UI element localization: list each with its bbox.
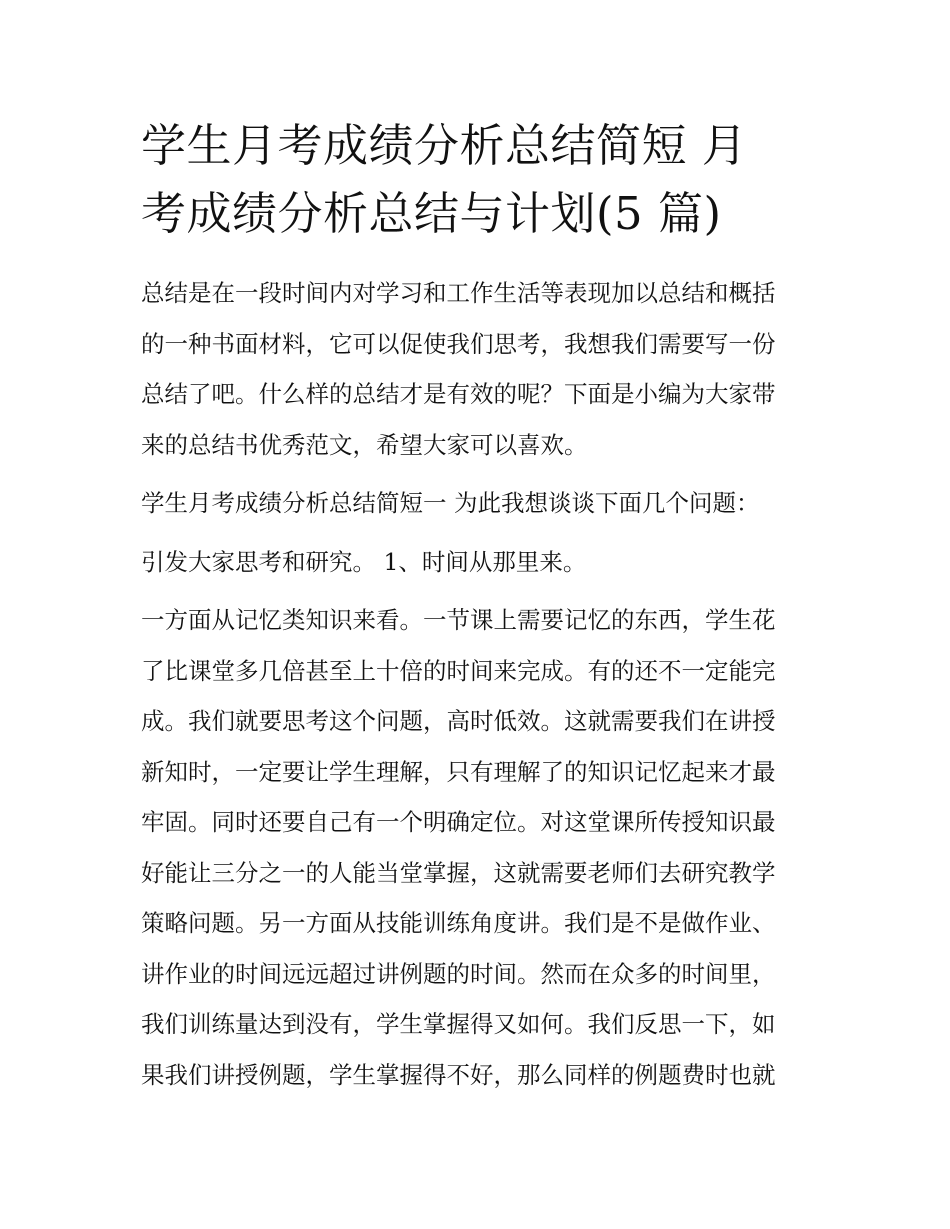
title-line-1: 学生月考成绩分析总结简短 月: [141, 119, 748, 172]
text-line: 一方面从记忆类知识来看。一节课上需要记忆的东西，学生花: [141, 606, 776, 634]
text-line: 策略问题。另一方面从技能训练角度讲。我们是不是做作业、: [141, 909, 776, 937]
text-line: 新知时，一定要让学生理解，只有理解了的知识记忆起来才最: [141, 757, 776, 786]
document-content: [141, 112, 811, 1108]
text-line: 总结了吧。什么样的总结才是有效的呢？下面是小编为大家带: [141, 380, 776, 408]
document-title: [141, 112, 811, 248]
paragraph-intro: [141, 268, 811, 470]
text-line: 牢固。同时还要自己有一个明确定位。对这堂课所传授知识最: [141, 808, 776, 836]
text-line: 讲作业的时间远远超过讲例题的时间。然而在众多的时间里，: [141, 959, 776, 988]
document-body: [141, 268, 811, 1100]
text-line: 成。我们就要思考这个问题，高时低效。这就需要我们在讲授: [141, 707, 776, 735]
text-line: 我们训练量达到没有，学生掌握得又如何。我们反思一下，如: [141, 1010, 776, 1038]
paragraph-main: [141, 595, 811, 1100]
text-line: 来的总结书优秀范文，希望大家可以喜欢。: [141, 430, 588, 459]
text-line: 好能让三分之一的人能当堂掌握，这就需要老师们去研究教学: [141, 858, 776, 887]
text-line: 总结是在一段时间内对学习和工作生活等表现加以总结和概括: [141, 279, 776, 307]
text-line: 引发大家思考和研究。 1、时间从那里来。: [141, 547, 587, 576]
text-line: 学生月考成绩分析总结简短一 为此我想谈谈下面几个问题：: [141, 489, 760, 517]
paragraph-section-heading: [141, 478, 811, 529]
paragraph-question: [141, 537, 811, 588]
title-line-2: 考成绩分析总结与计划(5 篇): [141, 187, 722, 240]
text-line: 的一种书面材料，它可以促使我们思考，我想我们需要写一份: [141, 329, 776, 358]
text-line: 了比课堂多几倍甚至上十倍的时间来完成。有的还不一定能完: [141, 656, 776, 685]
text-line: 果我们讲授例题，学生掌握得不好，那么同样的例题费时也就: [141, 1060, 776, 1089]
